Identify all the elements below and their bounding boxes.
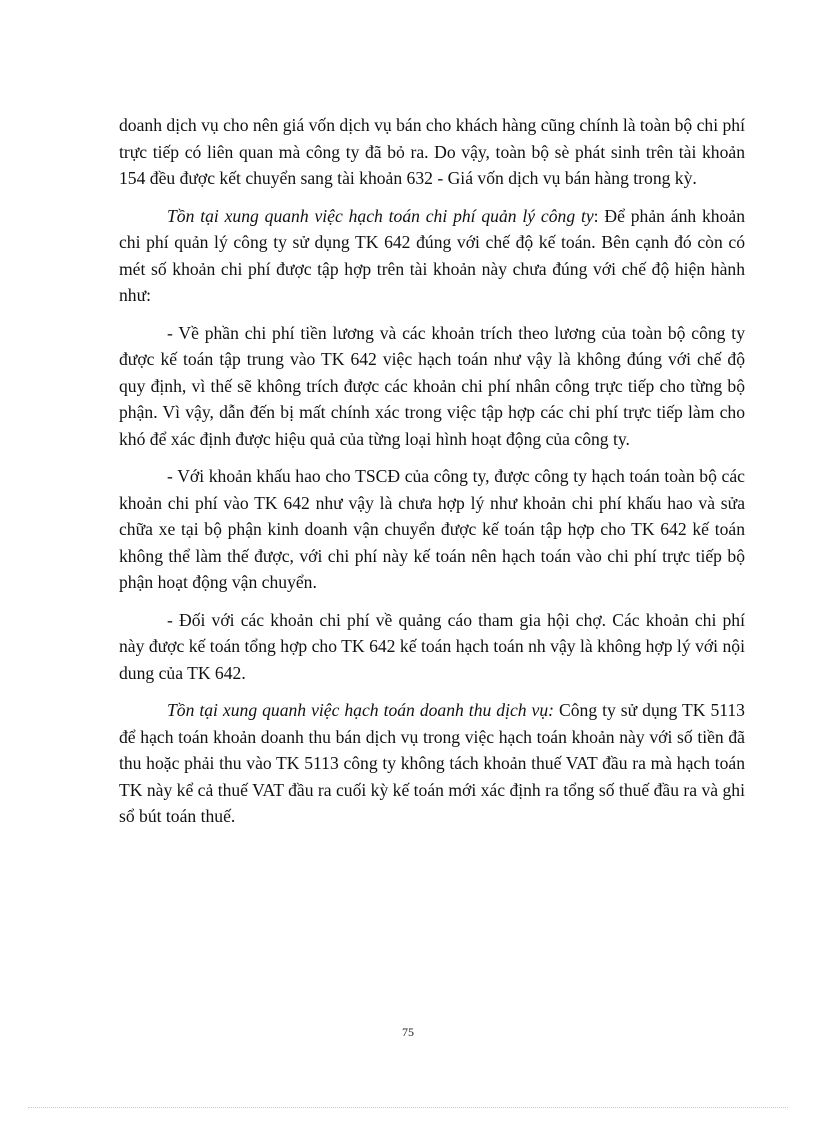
paragraph-management-cost-issue: [119, 203, 745, 309]
page-bottom-divider: [28, 1107, 788, 1108]
paragraph-text: doanh dịch vụ cho nên giá vốn dịch vụ bán cho khách hàng cũng chính là toàn bộ chi phí trực tiếp có liên quan mà công ty đã bỏ ra. Do vậy, toàn bộ sè phát sinh trên tài khoản 154 đều được kết chuyển sang tài khoản 632 - Giá vốn dịch vụ bán hàng trong kỳ.: [119, 115, 745, 188]
page-number: 75: [402, 1025, 414, 1039]
paragraph-salary-costs: [119, 320, 745, 453]
paragraph-service-revenue-issue: [119, 697, 745, 830]
paragraph-text: Công ty sử dụng TK 5113 để hạch toán khoản doanh thu bán dịch vụ trong việc hạch toán khoản này với số tiền đã thu hoặc phải thu vào TK 5113 công ty không tách khoản thuế VAT đầu ra mà hạch toán TK này kể cả thuế VAT đầu ra cuối kỳ kế toán mới xác định ra tổng số thuế đầu ra và ghi sổ bút toán thuế.: [119, 700, 745, 826]
paragraph-depreciation: [119, 463, 745, 596]
paragraph-text: - Với khoản khấu hao cho TSCĐ của công ty, được công ty hạch toán toàn bộ các khoản chi phí vào TK 642 như vậy là chưa hợp lý như khoản chi phí khấu hao và sửa chữa xe tại bộ phận kinh doanh vận chuyển được kế toán tập hợp cho TK 642 kế toán không thể làm thế được, với chi phí này kế toán nên hạch toán vào chi phí trực tiếp bộ phận hoạt động vận chuyển.: [119, 466, 745, 592]
section-lead-heading: Tồn tại xung quanh việc hạch toán doanh thu dịch vụ:: [167, 700, 555, 720]
section-lead-heading: Tồn tại xung quanh việc hạch toán chi phí quản lý công ty: [167, 205, 594, 226]
paragraph-text: - Đối với các khoản chi phí về quảng cáo tham gia hội chợ. Các khoản chi phí này được kế toán tổng hợp cho TK 642 kế toán hạch toán nh vậy là không hợp lý với nội dung của TK 642.: [119, 609, 745, 683]
paragraph-text: : Để phản ánh khoản chi phí quản lý công ty sử dụng TK 642 đúng với chế độ kế toán. Bên cạnh đó còn có mét số khoản chi phí được tập hợp trên tài khoản này chưa đúng với chế độ hiện hành như:: [119, 205, 745, 305]
paragraph-cost-of-services: [119, 112, 745, 192]
paragraph-advertising-costs: [119, 607, 745, 687]
body-text: [119, 112, 745, 841]
paragraph-text: - Về phần chi phí tiền lương và các khoản trích theo lương của toàn bộ công ty được kế toán tập trung vào TK 642 việc hạch toán như vậy là không đúng với chế độ quy định, vì thế sẽ không trích được các khoản chi phí nhân công trực tiếp cho từng bộ phận. Vì vậy, dẫn đến bị mất chính xác trong việc tập hợp các chi phí trực tiếp làm cho khó để xác định được hiệu quả của từng loại hình hoạt động của công ty.: [119, 322, 745, 449]
